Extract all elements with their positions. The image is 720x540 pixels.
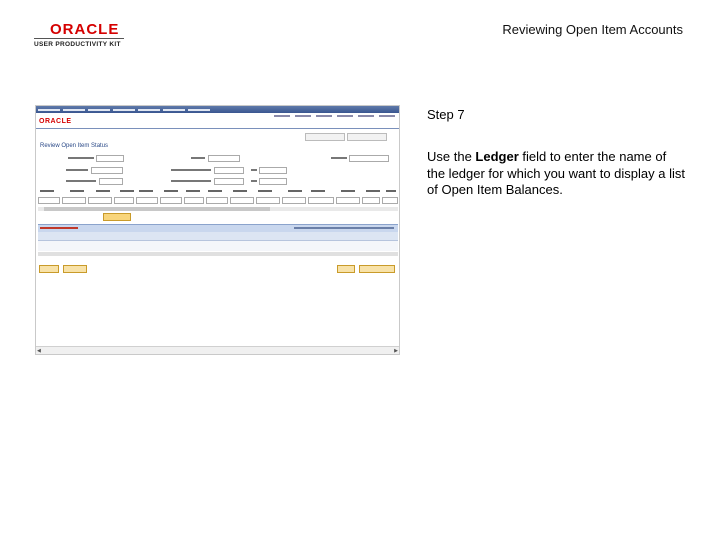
logo-divider [34,38,124,39]
screenshot-grid-inputs [36,197,399,205]
scroll-right-icon: ▶ [394,348,398,354]
instruction-field-name: Ledger [475,149,519,164]
screenshot-action-buttons [337,265,395,273]
screenshot-divider [36,128,399,129]
application-screenshot [35,105,400,355]
screenshot-grid-headers [36,188,399,194]
screenshot-results-body [38,241,398,251]
screenshot-window-links [305,133,387,141]
step-instruction [427,149,687,199]
step-title: Step 7 [427,107,465,122]
screenshot-brand: ORACLE [39,118,72,125]
screenshot-page-title: Review Open Item Status [40,143,109,149]
instruction-text-end: field to enter the name of the ledger for which you want to display a list of Open Item Balances. [427,149,685,197]
oracle-upk-logo [34,22,124,48]
screenshot-business-unit-row [36,154,399,162]
screenshot-results-scrollbar [38,252,398,256]
logo-subtext: USER PRODUCTIVITY KIT [34,41,121,48]
screenshot-results-header [38,224,398,232]
screenshot-search-button [103,213,131,221]
screenshot-grid-scrollbar [38,207,398,211]
screenshot-menu-bar [36,106,400,113]
instruction-text-start: Use the [427,149,476,164]
screenshot-horizontal-scrollbar [36,346,399,354]
screenshot-ledger-field [208,155,240,162]
page-title: Reviewing Open Item Accounts [502,22,683,37]
screenshot-reconcile-row [36,177,399,185]
screenshot-save-buttons [39,265,87,273]
logo-wordmark: ORACLE [50,21,120,38]
scroll-left-icon: ◀ [37,348,41,354]
screenshot-account-row [36,166,399,174]
screenshot-results-columns [38,232,398,241]
screenshot-brand-row [36,113,399,128]
